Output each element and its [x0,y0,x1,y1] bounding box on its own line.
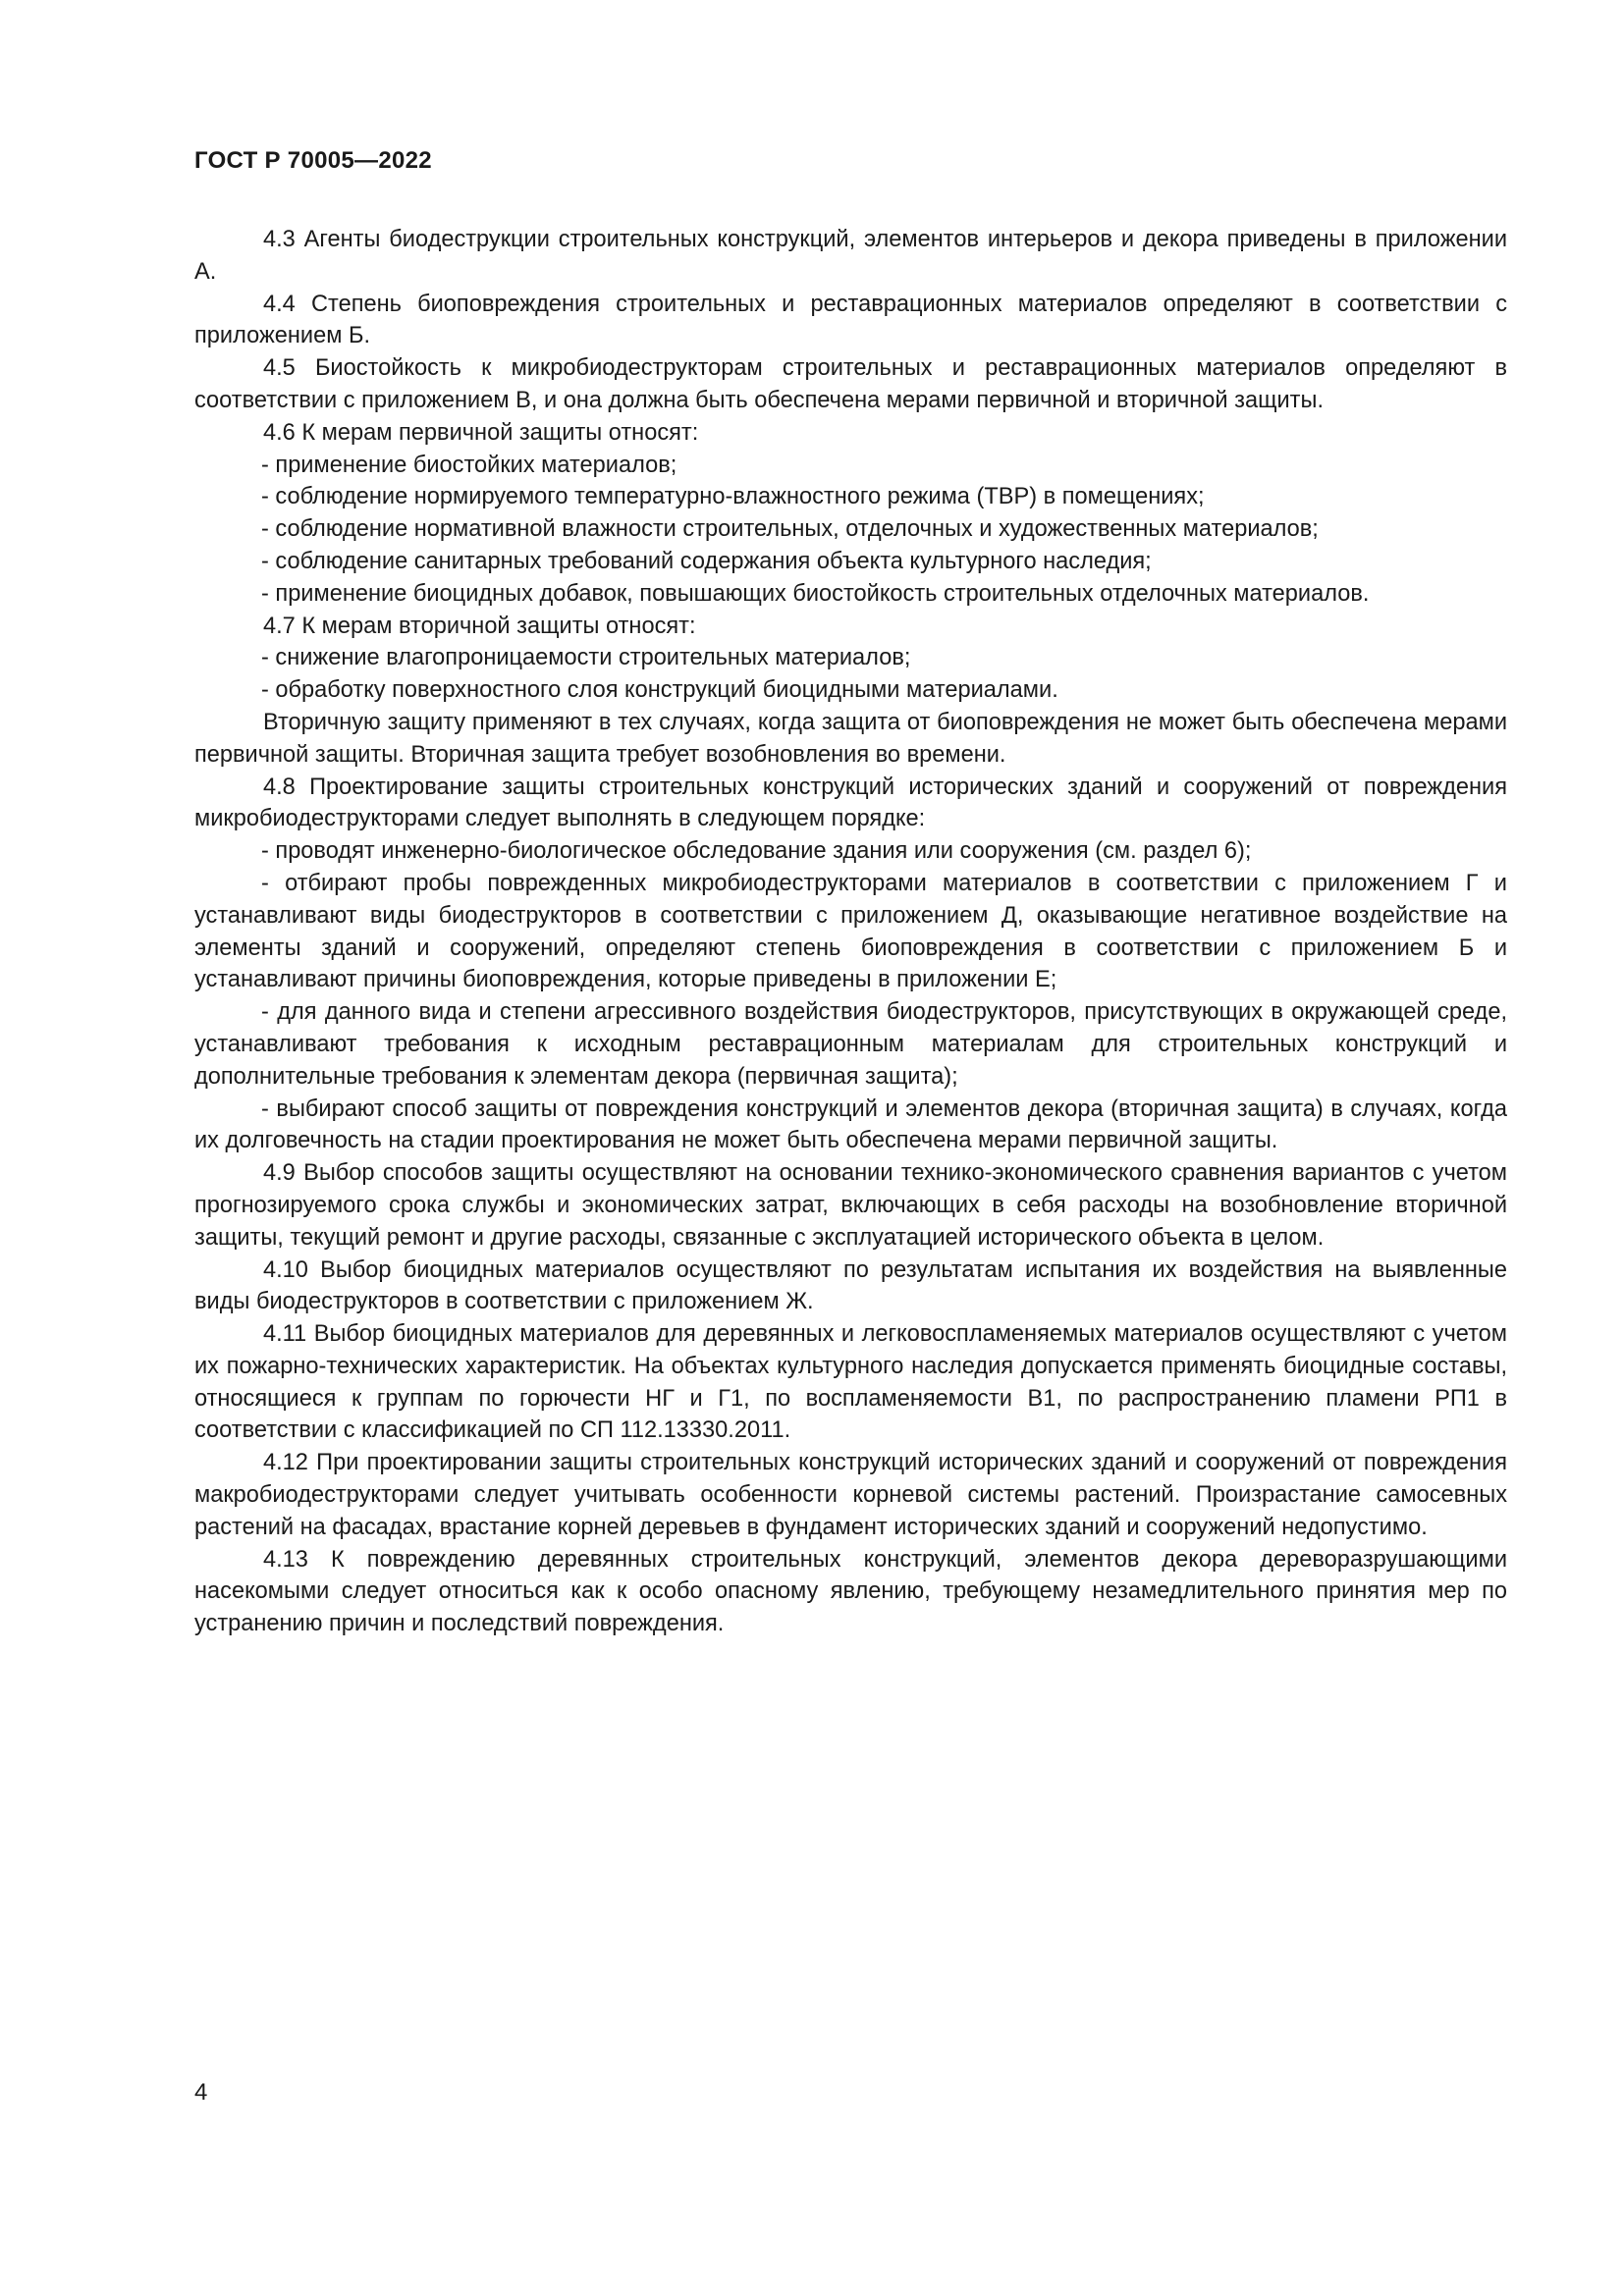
document-body [194,224,1507,1640]
clause-4-10: 4.10 Выбор биоцидных материалов осуществляют по результатам испытания их воздействия на выявленные виды биодеструкторов в соответствии с приложением Ж. [194,1256,1507,1315]
clause-4-13: 4.13 К повреждению деревянных строительных конструкций, элементов декора дереворазрушающими насекомыми следует относиться как к особо опасному явлению, требующему незамедлительного принятия мер по устранению причин и последствий повреждения. [194,1546,1507,1637]
list-item: - применение биостойких материалов; [261,452,677,478]
clause-4-7: 4.7 К мерам вторичной защиты относят: [263,613,696,639]
clause-4-5: 4.5 Биостойкость к микробиодеструкторам строительных и реставрационных материалов определяют в соответствии с приложением В, и она должна быть обеспечена мерами первичной и вторичной защиты. [194,355,1507,413]
clause-4-6: 4.6 К мерам первичной защиты относят: [263,419,699,446]
clause-4-11: 4.11 Выбор биоцидных материалов для деревянных и легковоспламеняемых материалов осуществляют с учетом их пожарно-технических характеристик. На объектах культурного наследия допускается применять биоцидные составы, относящиеся к группам по горючести НГ и Г1, по воспламеняемости В1, по распространению пламени РП1 в соответствии с классификацией по СП 112.13330.2011. [194,1321,1507,1444]
clause-4-12: 4.12 При проектировании защиты строительных конструкций исторических зданий и сооружений от повреждения макробиодеструкторами следует учитывать особенности корневой системы растений. Произрастание самосевных растений на фасадах, врастание корней деревьев в фундамент исторических зданий и сооружений недопустимо. [194,1450,1507,1540]
page-number: 4 [194,2079,208,2106]
list-item: - соблюдение нормируемого температурно-влажностного режима (ТВР) в помещениях; [261,484,1205,510]
list-item: - соблюдение санитарных требований содержания объекта культурного наследия; [261,548,1152,574]
clause-4-4: 4.4 Степень биоповреждения строительных и реставрационных материалов определяют в соответствии с приложением Б. [194,291,1507,349]
clause-4-8: 4.8 Проектирование защиты строительных конструкций исторических зданий и сооружений от повреждения микробиодеструкторами следует выполнять в следующем порядке: [194,774,1507,832]
list-item: - обработку поверхностного слоя конструкций биоцидными материалами. [261,677,1058,704]
list-item: - проводят инженерно-биологическое обследование здания или сооружения (см. раздел 6); [261,838,1252,865]
list-item: - соблюдение нормативной влажности строительных, отделочных и художественных материалов; [261,516,1319,543]
document-code-header: ГОСТ Р 70005—2022 [194,147,432,174]
list-item: - снижение влагопроницаемости строительных материалов; [261,645,911,671]
secondary-protection-paragraph: Вторичную защиту применяют в тех случаях, когда защита от биоповреждения не может быть обеспечена мерами первичной защиты. Вторичная защита требует возобновления во времени. [194,709,1507,768]
clause-4-3: 4.3 Агенты биодеструкции строительных конструкций, элементов интерьеров и декора приведены в приложении А. [194,227,1507,285]
list-item: - выбирают способ защиты от повреждения конструкций и элементов декора (вторичная защита) в случаях, когда их долговечность на стадии проектирования не может быть обеспечена мерами первичной защиты. [194,1095,1507,1154]
list-item: - для данного вида и степени агрессивного воздействия биодеструкторов, присутствующих в окружающей среде, устанавливают требования к исходным реставрационным материалам для строительных конструкций и дополнительные требования к элементам декора (первичная защита); [194,999,1507,1090]
list-item: - применение биоцидных добавок, повышающих биостойкость строительных отделочных материалов. [261,580,1370,607]
list-item: - отбирают пробы поврежденных микробиодеструкторами материалов в соответствии с приложением Г и устанавливают виды биодеструкторов в соответствии с приложением Д, оказывающие негативное воздействие на элементы зданий и сооружений, определяют степень биоповреждения в соответствии с приложением Б и устанавливают причины биоповреждения, которые приведены в приложении Е; [194,870,1507,993]
clause-4-9: 4.9 Выбор способов защиты осуществляют на основании технико-экономического сравнения вариантов с учетом прогнозируемого срока службы и экономических затрат, включающих в себя расходы на возобновление вторичной защиты, текущий ремонт и другие расходы, связанные с эксплуатацией исторического объекта в целом. [194,1160,1507,1251]
